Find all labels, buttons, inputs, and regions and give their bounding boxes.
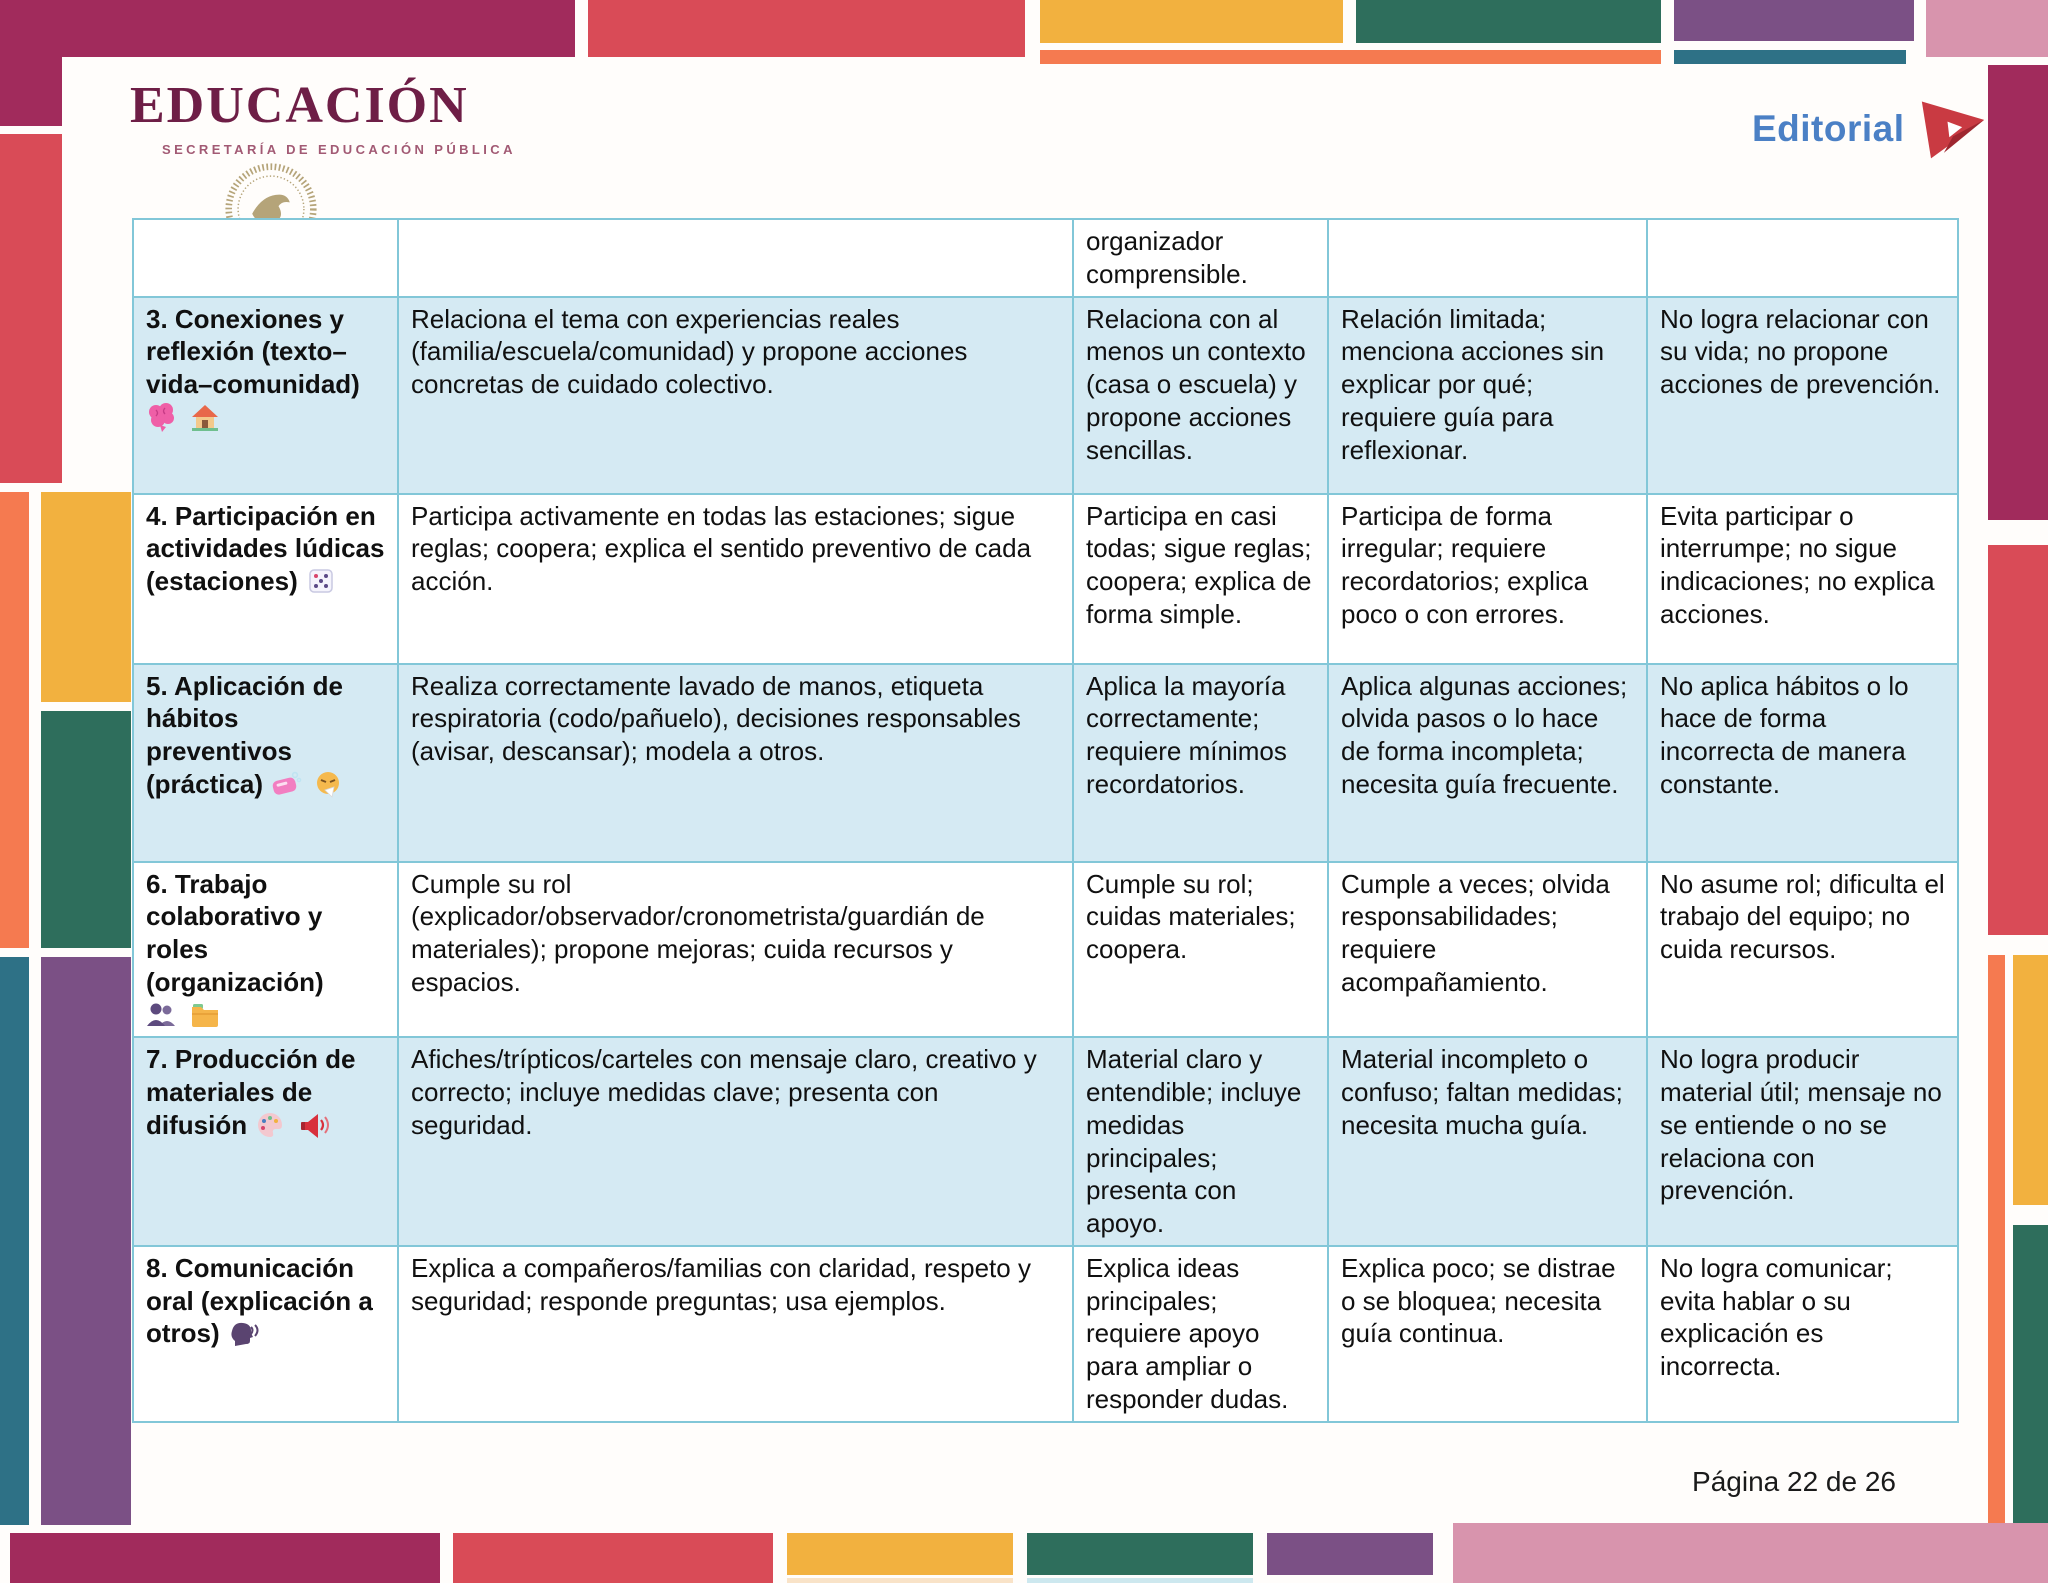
- level4-cell: Participa activamente en todas las estaciones; sigue reglas; coopera; explica el sentido preventivo de cada acción.: [398, 494, 1073, 664]
- level3-cell: Relaciona con al menos un contexto (casa o escuela) y propone acciones sencillas.: [1073, 297, 1328, 494]
- mosaic-tile: [1040, 50, 1661, 64]
- people-icon: [146, 999, 178, 1031]
- mosaic-tile: [1674, 0, 1914, 41]
- criterion-text: 4. Participación en actividades lúdicas (estaciones): [146, 500, 385, 596]
- brain-icon: [146, 401, 178, 433]
- mosaic-tile: [1988, 65, 2048, 520]
- table-row: [133, 1037, 1958, 1246]
- mosaic-tile: [0, 134, 62, 483]
- table-row: [133, 494, 1958, 664]
- mosaic-tile: [588, 0, 1025, 57]
- mosaic-tile: [787, 1533, 1013, 1575]
- level2-cell: Aplica algunas acciones; olvida pasos o lo hace de forma incompleta; necesita guía frecuente.: [1328, 664, 1647, 862]
- sep-wordmark: EDUCACIÓN: [130, 77, 469, 134]
- level3-cell: Participa en casi todas; sigue reglas; coopera; explica de forma simple.: [1073, 494, 1328, 664]
- table-row: [133, 862, 1958, 1038]
- mosaic-tile: [1027, 1533, 1253, 1575]
- level4-cell: Cumple su rol (explicador/observador/cronometrista/guardián de materiales); propone mejoras; cuida recursos y espacios.: [398, 862, 1073, 1038]
- rubric-table: [132, 218, 1959, 1423]
- folder-icon: [189, 999, 221, 1031]
- md-play-icon: [1915, 96, 1991, 162]
- mosaic-tile: [1988, 545, 2048, 935]
- criterion-cell: [133, 862, 398, 1038]
- level3-cell: Aplica la mayoría correctamente; requiere mínimos recordatorios.: [1073, 664, 1328, 862]
- mosaic-tile: [0, 0, 575, 57]
- level1-cell: No logra comunicar; evita hablar o su explicación es incorrecta.: [1647, 1246, 1958, 1422]
- level1-cell: No logra producir material útil; mensaje no se entiende o no se relaciona con prevención.: [1647, 1037, 1958, 1246]
- sneezing-face-icon: [314, 768, 346, 800]
- level1-cell: [1647, 219, 1958, 297]
- sep-subtitle: SECRETARÍA DE EDUCACIÓN PÚBLICA: [162, 142, 516, 157]
- level2-cell: [1328, 219, 1647, 297]
- mosaic-tile: [787, 1578, 1013, 1583]
- palette-icon: [254, 1109, 286, 1141]
- level2-cell: Relación limitada; menciona acciones sin explicar por qué; requiere guía para reflexionar.: [1328, 297, 1647, 494]
- mosaic-tile: [1027, 1578, 1253, 1583]
- mosaic-tile: [41, 492, 131, 702]
- level4-cell: Relaciona el tema con experiencias reales (familia/escuela/comunidad) y propone acciones concretas de cuidado colectivo.: [398, 297, 1073, 494]
- publisher-name: Editorial: [1752, 108, 1905, 149]
- criterion-cell: [133, 297, 398, 494]
- mosaic-tile: [1267, 1533, 1433, 1575]
- criterion-cell: [133, 494, 398, 664]
- level2-cell: Cumple a veces; olvida responsabilidades; requiere acompañamiento.: [1328, 862, 1647, 1038]
- megaphone-icon: [298, 1109, 330, 1141]
- level3-cell: Material claro y entendible; incluye medidas principales; presenta con apoyo.: [1073, 1037, 1328, 1246]
- mosaic-tile: [1356, 0, 1661, 43]
- criterion-cell: [133, 1037, 398, 1246]
- die-icon: [305, 565, 337, 597]
- table-row: [133, 219, 1958, 297]
- house-icon: [189, 401, 221, 433]
- mosaic-tile: [1040, 0, 1343, 43]
- criterion-text: 6. Trabajo colaborativo y roles (organización): [146, 868, 324, 997]
- level1-cell: No logra relacionar con su vida; no propone acciones de prevención.: [1647, 297, 1958, 494]
- mosaic-tile: [1988, 955, 2005, 1525]
- level4-cell: Afiches/trípticos/carteles con mensaje claro, creativo y correcto; incluye medidas clave; presenta con seguridad.: [398, 1037, 1073, 1246]
- level1-cell: Evita participar o interrumpe; no sigue indicaciones; no explica acciones.: [1647, 494, 1958, 664]
- criterion-text: 7. Producción de materiales de difusión: [146, 1044, 356, 1140]
- level4-cell: Explica a compañeros/familias con claridad, respeto y seguridad; responde preguntas; usa ejemplos.: [398, 1246, 1073, 1422]
- table-row: [133, 664, 1958, 862]
- mosaic-tile: [0, 957, 29, 1525]
- level3-cell: organizador comprensible.: [1073, 219, 1328, 297]
- level3-cell: Explica ideas principales; requiere apoyo para ampliar o responder dudas.: [1073, 1246, 1328, 1422]
- mosaic-tile: [41, 711, 131, 948]
- level1-cell: No asume rol; dificulta el trabajo del equipo; no cuida recursos.: [1647, 862, 1958, 1038]
- criterion-text: 8. Comunicación oral (explicación a otros): [146, 1252, 373, 1349]
- criterion-text: 5. Aplicación de hábitos preventivos (práctica): [146, 670, 343, 799]
- level4-cell: Realiza correctamente lavado de manos, etiqueta respiratoria (codo/pañuelo), decisiones responsables (avisar, descansar); modela a otros.: [398, 664, 1073, 862]
- level2-cell: Explica poco; se distrae o se bloquea; necesita guía continua.: [1328, 1246, 1647, 1422]
- mosaic-tile: [0, 492, 29, 948]
- table-row: [133, 297, 1958, 494]
- mosaic-tile: [2013, 955, 2048, 1205]
- mosaic-tile: [2013, 1225, 2048, 1525]
- publisher-logo: [1752, 96, 1991, 162]
- mosaic-tile: [453, 1533, 773, 1583]
- criterion-cell: [133, 219, 398, 297]
- mosaic-tile: [1453, 1523, 2048, 1583]
- level2-cell: Participa de forma irregular; requiere recordatorios; explica poco o con errores.: [1328, 494, 1647, 664]
- criterion-text: 3. Conexiones y reflexión (texto–vida–comunidad): [146, 303, 360, 399]
- level2-cell: Material incompleto o confuso; faltan medidas; necesita mucha guía.: [1328, 1037, 1647, 1246]
- mosaic-tile: [1926, 0, 2048, 57]
- mosaic-tile: [0, 0, 62, 126]
- mosaic-tile: [10, 1533, 440, 1583]
- table-row: [133, 1246, 1958, 1422]
- level1-cell: No aplica hábitos o lo hace de forma incorrecta de manera constante.: [1647, 664, 1958, 862]
- mosaic-tile: [41, 957, 131, 1525]
- criterion-cell: [133, 664, 398, 862]
- criterion-cell: [133, 1246, 398, 1422]
- level4-cell: [398, 219, 1073, 297]
- page-number: Página 22 de 26: [1692, 1466, 1896, 1497]
- mosaic-tile: [1674, 50, 1906, 64]
- level3-cell: Cumple su rol; cuidas materiales; coopera.: [1073, 862, 1328, 1038]
- soap-icon: [270, 768, 302, 800]
- speaking-head-icon: [227, 1317, 259, 1349]
